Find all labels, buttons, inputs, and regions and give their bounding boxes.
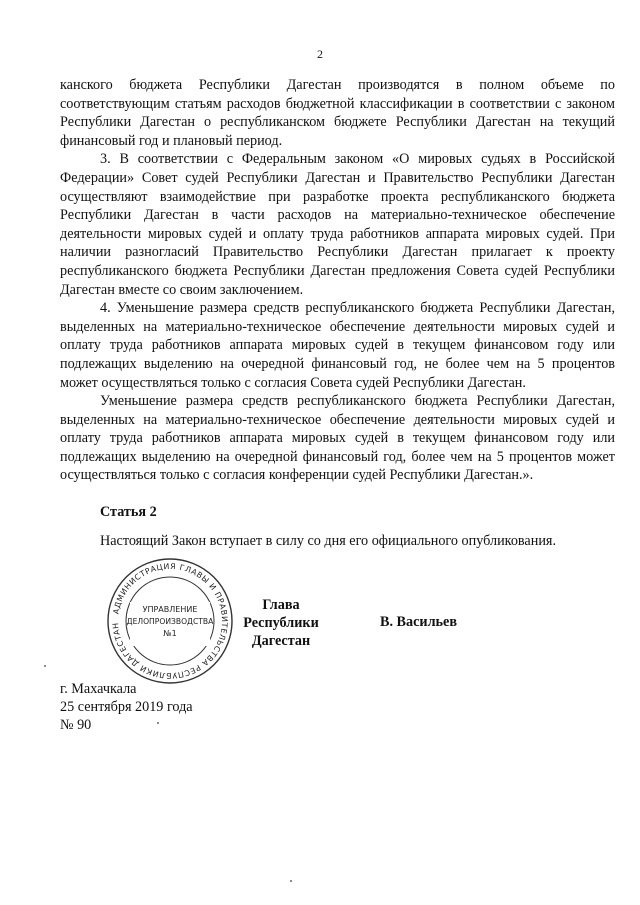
date: 25 сентября 2019 года	[60, 699, 193, 715]
city: г. Махачкала	[60, 681, 137, 697]
stamp-center-line-2: ДЕЛОПРОИЗВОДСТВА	[126, 617, 214, 626]
document-body	[60, 76, 615, 485]
signature-title-line-1: Глава	[262, 597, 300, 613]
paragraph-continuation: канского бюджета Республики Дагестан производятся в полном объеме по соответствующим статьям расходов бюджетной классификации в соответствии с законом Республики Дагестан о республиканском бюджете Республики Дагестан на текущий финансовый год и плановый период.	[60, 77, 615, 149]
stamp-center-line-3: №1	[163, 629, 177, 638]
signature-title	[216, 596, 346, 650]
scan-speck	[290, 880, 292, 882]
place-and-date	[60, 680, 193, 734]
stamp-center-line-1: УПРАВЛЕНИЕ	[142, 605, 198, 614]
paragraph-item-4-continued: Уменьшение размера средств республиканского бюджета Республики Дагестан, выделенных на материально-техническое обеспечение деятельности мировых судей и оплату труда работников аппарата мировых судей в текущем финансовом году или подлежащих выделению на очередной финансовый год, более чем на 5 процентов может осуществляться только с согласия конференции судей Республики Дагестан.».	[60, 393, 615, 484]
article-heading: Статья 2	[100, 504, 157, 520]
stamp-ring-text: АДМИНИСТРАЦИЯ ГЛАВЫ И ПРАВИТЕЛЬСТВА РЕСПУБЛИКИ ДАГЕСТАН	[110, 561, 230, 681]
document-number: № 90	[60, 717, 92, 733]
signatory-name: В. Васильев	[380, 614, 458, 630]
paragraph-item-3: 3. В соответствии с Федеральным законом «О мировых судьях в Российской Федерации» Совет судей Республики Дагестан и Правительство Республики Дагестан осуществляют взаимодействие при разработке проекта республиканского бюджета Республики Дагестан в части расходов на материально-техническое обеспечение деятельности мировых судей и оплату труда работников аппарата мировых судей. При наличии разногласий Правительство Республики Дагестан прилагает к проекту республиканского бюджета Республики Дагестан предложения Совета судей Республики Дагестан вместе со своим заключением.	[60, 151, 615, 298]
scan-speck	[44, 665, 46, 667]
page-number: 2	[317, 47, 323, 61]
paragraph-item-4: 4. Уменьшение размера средств республиканского бюджета Республики Дагестан, выделенных на материально-техническое обеспечение деятельности мировых судей и оплату труда работников аппарата мировых судей в текущем финансовом году или подлежащих выделению на очередной финансовый год, не более чем на 5 процентов может осуществляться только с согласия Совета судей Республики Дагестан.	[60, 300, 615, 391]
signature-title-line-2: Республики Дагестан	[243, 615, 319, 649]
article-text: Настоящий Закон вступает в силу со дня его официального опубликования.	[100, 533, 556, 549]
scan-speck	[157, 722, 159, 724]
